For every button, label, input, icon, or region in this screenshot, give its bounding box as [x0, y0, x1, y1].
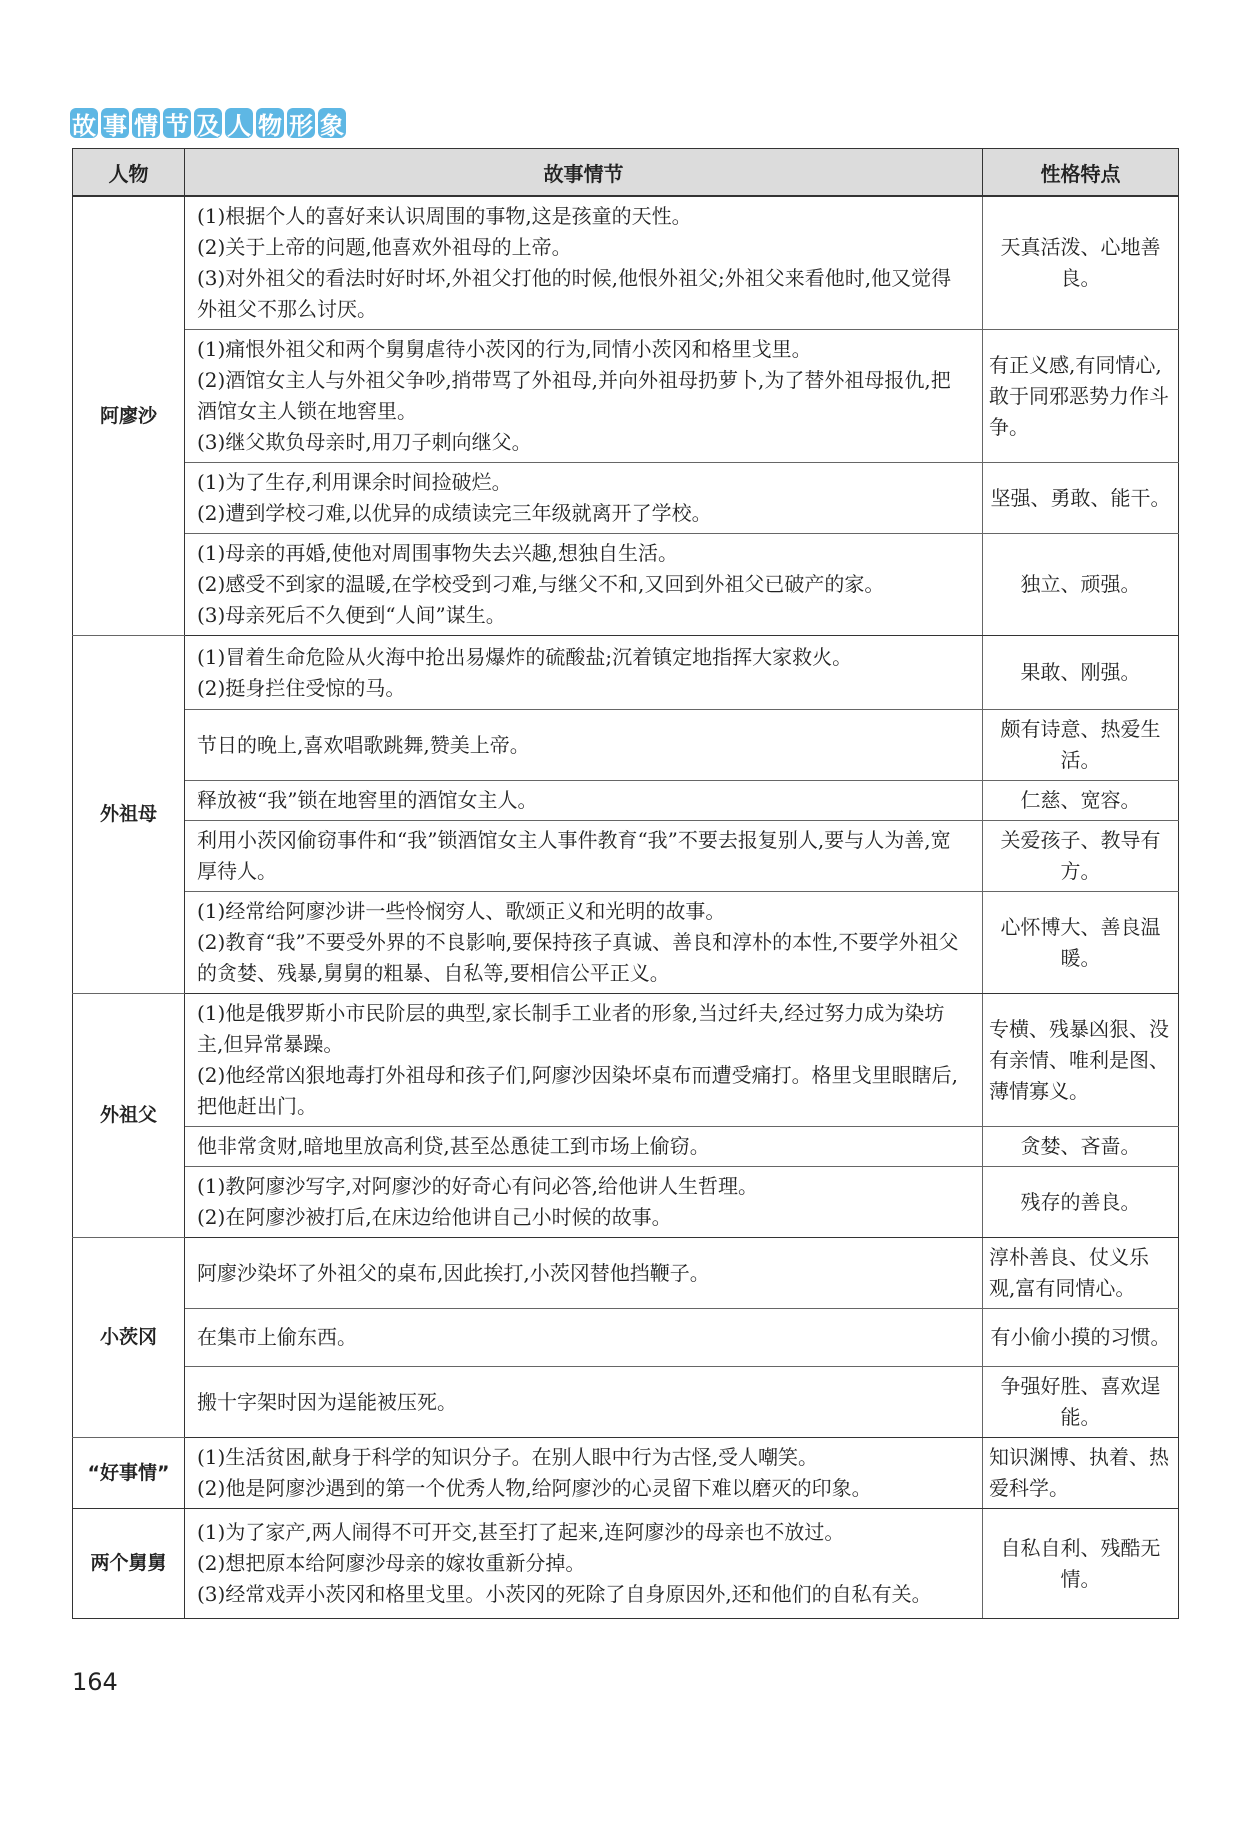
section-title-char: 节 — [163, 108, 191, 138]
plot-line: (3)对外祖父的看法时好时坏,外祖父打他的时候,他恨外祖父;外祖父来看他时,他又觉得外祖父不那么讨厌。 — [197, 266, 952, 321]
plot-cell — [185, 1238, 983, 1309]
table-row — [73, 1167, 1179, 1238]
section-title-char: 形 — [287, 108, 315, 138]
trait-cell: 心怀博大、善良温暖。 — [983, 892, 1179, 994]
plot-cell — [185, 892, 983, 994]
plot-line: (2)关于上帝的问题,他喜欢外祖母的上帝。 — [197, 235, 572, 259]
plot-cell — [185, 710, 983, 781]
section-title-char: 故 — [70, 108, 98, 138]
section-title-char: 象 — [318, 108, 346, 138]
person-cell: 外祖父 — [73, 994, 185, 1238]
person-cell: “好事情” — [73, 1438, 185, 1509]
plot-line: (3)继父欺负母亲时,用刀子刺向继父。 — [197, 430, 532, 454]
plot-line: 释放被“我”锁在地窖里的酒馆女主人。 — [197, 788, 538, 812]
plot-line: (1)生活贫困,献身于科学的知识分子。在别人眼中行为古怪,受人嘲笑。 — [197, 1445, 819, 1469]
person-cell: 小茨冈 — [73, 1238, 185, 1438]
plot-line: (2)挺身拦住受惊的马。 — [197, 675, 406, 700]
plot-line: (3)母亲死后不久便到“人间”谋生。 — [197, 603, 506, 627]
plot-line: (1)教阿廖沙写字,对阿廖沙的好奇心有问必答,给他讲人生哲理。 — [197, 1174, 759, 1198]
plot-line: 阿廖沙染坏了外祖父的桌布,因此挨打,小茨冈替他挡鞭子。 — [197, 1260, 710, 1285]
trait-cell: 独立、顽强。 — [983, 534, 1179, 636]
person-cell: 阿廖沙 — [73, 196, 185, 636]
trait-cell: 残存的善良。 — [983, 1167, 1179, 1238]
section-title — [70, 108, 346, 138]
table-row — [73, 781, 1179, 821]
plot-line: (2)他是阿廖沙遇到的第一个优秀人物,给阿廖沙的心灵留下难以磨灭的印象。 — [197, 1476, 872, 1500]
plot-line: (1)母亲的再婚,使他对周围事物失去兴趣,想独自生活。 — [197, 541, 679, 565]
trait-cell: 坚强、勇敢、能干。 — [983, 463, 1179, 534]
plot-line: (1)冒着生命危险从火海中抢出易爆炸的硫酸盐;沉着镇定地指挥大家救火。 — [197, 644, 853, 669]
section-title-char: 及 — [194, 108, 222, 138]
person-cell: 两个舅舅 — [73, 1509, 185, 1619]
plot-line: (2)教育“我”不要受外界的不良影响,要保持孩子真诚、善良和淳朴的本性,不要学外祖父的贪婪、残暴,舅舅的粗暴、自私等,要相信公平正义。 — [197, 930, 959, 985]
trait-cell: 贪婪、吝啬。 — [983, 1127, 1179, 1167]
plot-cell — [185, 330, 983, 463]
plot-line: (1)为了家产,两人闹得不可开交,甚至打了起来,连阿廖沙的母亲也不放过。 — [197, 1520, 845, 1544]
plot-line: (3)经常戏弄小茨冈和格里戈里。小茨冈的死除了自身原因外,还和他们的自私有关。 — [197, 1582, 932, 1606]
plot-cell — [185, 1167, 983, 1238]
header-person: 人物 — [73, 149, 185, 197]
table-row — [73, 892, 1179, 994]
table-row — [73, 1438, 1179, 1509]
trait-cell: 果敢、刚强。 — [983, 636, 1179, 710]
plot-cell — [185, 1309, 983, 1367]
table-row — [73, 821, 1179, 892]
plot-line: (2)酒馆女主人与外祖父争吵,捎带骂了外祖母,并向外祖母扔萝卜,为了替外祖母报仇,把酒馆女主人锁在地窖里。 — [197, 368, 951, 423]
section-title-char: 事 — [101, 108, 129, 138]
table-header-row — [73, 149, 1179, 197]
trait-cell: 争强好胜、喜欢逞能。 — [983, 1367, 1179, 1438]
plot-line: (1)痛恨外祖父和两个舅舅虐待小茨冈的行为,同情小茨冈和格里戈里。 — [197, 337, 812, 361]
table-row — [73, 330, 1179, 463]
table-row — [73, 994, 1179, 1127]
plot-line: (2)遭到学校刁难,以优异的成绩读完三年级就离开了学校。 — [197, 501, 712, 525]
table-row — [73, 1367, 1179, 1438]
trait-cell: 天真活泼、心地善良。 — [983, 196, 1179, 330]
table-row — [73, 1127, 1179, 1167]
plot-line: (2)在阿廖沙被打后,在床边给他讲自己小时候的故事。 — [197, 1205, 672, 1229]
table-row — [73, 1309, 1179, 1367]
trait-cell: 颇有诗意、热爱生活。 — [983, 710, 1179, 781]
plot-line: (1)为了生存,利用课余时间捡破烂。 — [197, 470, 512, 494]
trait-cell: 有小偷小摸的习惯。 — [983, 1309, 1179, 1367]
table-row — [73, 1509, 1179, 1619]
trait-cell: 知识渊博、执着、热爱科学。 — [983, 1438, 1179, 1509]
plot-cell — [185, 196, 983, 330]
plot-line: (2)想把原本给阿廖沙母亲的嫁妆重新分掉。 — [197, 1551, 586, 1575]
section-title-char: 物 — [256, 108, 284, 138]
table-row — [73, 463, 1179, 534]
plot-cell — [185, 1367, 983, 1438]
plot-line: (1)根据个人的喜好来认识周围的事物,这是孩童的天性。 — [197, 204, 692, 228]
plot-line: (1)他是俄罗斯小市民阶层的典型,家长制手工业者的形象,当过纤夫,经过努力成为染坊主,但异常暴躁。 — [197, 1001, 945, 1056]
plot-line: (1)经常给阿廖沙讲一些怜悯穷人、歌颂正义和光明的故事。 — [197, 899, 726, 923]
character-table — [72, 148, 1179, 1619]
plot-line: 节日的晚上,喜欢唱歌跳舞,赞美上帝。 — [197, 732, 530, 757]
plot-line: 他非常贪财,暗地里放高利贷,甚至怂恿徒工到市场上偷窃。 — [197, 1134, 710, 1158]
table-row — [73, 636, 1179, 710]
plot-cell — [185, 994, 983, 1127]
plot-cell — [185, 534, 983, 636]
person-cell: 外祖母 — [73, 636, 185, 994]
table-row — [73, 196, 1179, 330]
header-trait: 性格特点 — [983, 149, 1179, 197]
trait-cell: 自私自利、残酷无情。 — [983, 1509, 1179, 1619]
section-title-char: 人 — [225, 108, 253, 138]
plot-line: 在集市上偷东西。 — [197, 1325, 357, 1349]
trait-cell: 关爱孩子、教导有方。 — [983, 821, 1179, 892]
section-title-char: 情 — [132, 108, 160, 138]
table-row — [73, 710, 1179, 781]
plot-line: 搬十字架时因为逞能被压死。 — [197, 1389, 457, 1414]
plot-line: (2)感受不到家的温暖,在学校受到刁难,与继父不和,又回到外祖父已破产的家。 — [197, 572, 885, 596]
plot-cell — [185, 821, 983, 892]
plot-cell — [185, 463, 983, 534]
table-row — [73, 534, 1179, 636]
table-row — [73, 1238, 1179, 1309]
plot-cell — [185, 636, 983, 710]
plot-line: 利用小茨冈偷窃事件和“我”锁酒馆女主人事件教育“我”不要去报复别人,要与人为善,宽厚待人。 — [197, 828, 951, 883]
page-number: 164 — [72, 1668, 118, 1696]
plot-line: (2)他经常凶狠地毒打外祖母和孩子们,阿廖沙因染坏桌布而遭受痛打。格里戈里眼瞎后,把他赶出门。 — [197, 1063, 959, 1118]
plot-cell — [185, 781, 983, 821]
trait-cell: 仁慈、宽容。 — [983, 781, 1179, 821]
plot-cell — [185, 1438, 983, 1509]
plot-cell — [185, 1127, 983, 1167]
plot-cell — [185, 1509, 983, 1619]
header-plot: 故事情节 — [185, 149, 983, 197]
trait-cell: 有正义感,有同情心,敢于同邪恶势力作斗争。 — [983, 330, 1179, 463]
trait-cell: 淳朴善良、仗义乐观,富有同情心。 — [983, 1238, 1179, 1309]
trait-cell: 专横、残暴凶狠、没有亲情、唯利是图、薄情寡义。 — [983, 994, 1179, 1127]
